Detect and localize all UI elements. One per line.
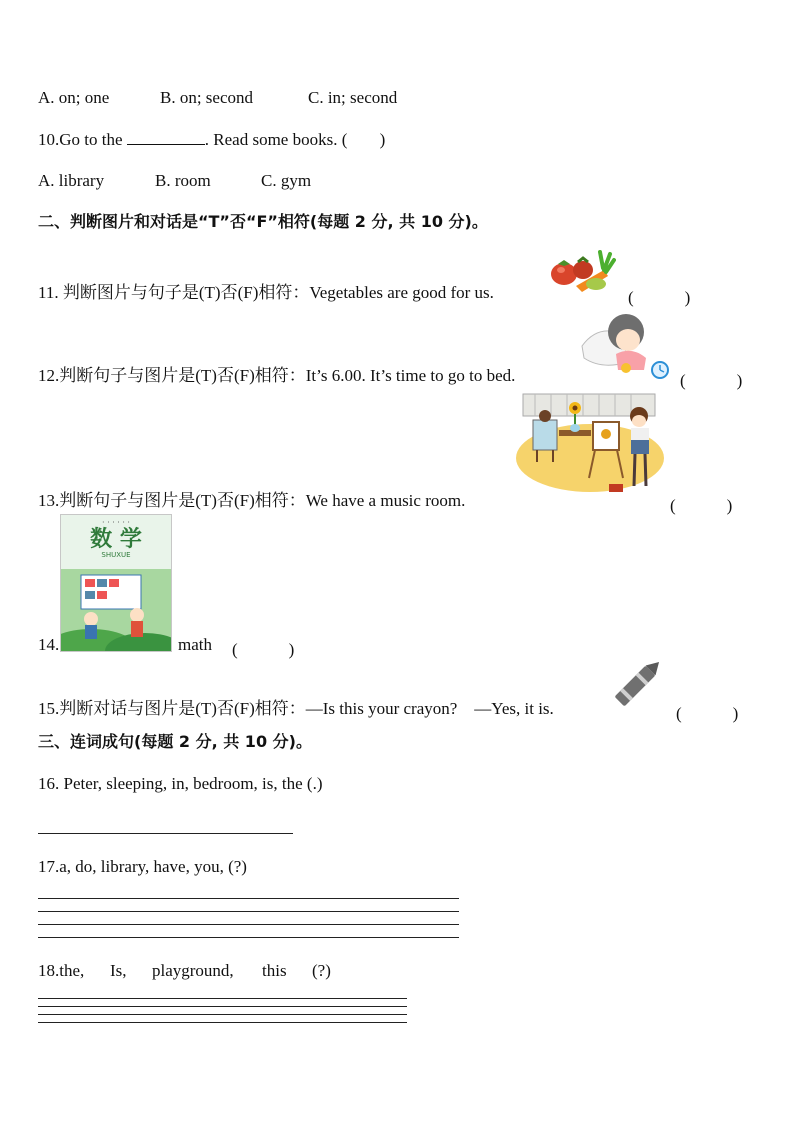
q18-word-4: this xyxy=(262,961,287,980)
sleeping-girl-picture xyxy=(578,306,670,382)
q11-answer-parens[interactable]: ( ) xyxy=(628,288,691,307)
question-14-word: math xyxy=(178,635,212,654)
q10-option-c: C. gym xyxy=(261,171,312,190)
crayon-picture xyxy=(606,656,664,716)
q15-answer-parens[interactable]: ( ) xyxy=(676,704,739,723)
section-2-heading: 二、判断图片和对话是“T”否“F”相符(每题 2 分, 共 10 分)。 xyxy=(38,212,488,231)
art-room-picture xyxy=(515,390,665,506)
q17-writing-line-2[interactable] xyxy=(38,911,459,912)
q18-word-5: (?) xyxy=(312,961,331,980)
question-12: 12.判断句子与图片是(T)否(F)相符：It’s 6.00. It’s time to go to bed. xyxy=(38,366,516,385)
q18-writing-line-3[interactable] xyxy=(38,1014,407,1015)
question-16: 16. Peter, sleeping, in, bedroom, is, the (.) xyxy=(38,774,323,793)
math-book-subtitle: SHUXUE xyxy=(101,551,131,559)
question-14-number: 14. xyxy=(38,635,60,654)
question-18 xyxy=(38,961,331,981)
q10-blank[interactable] xyxy=(127,130,205,145)
q18-word-1: 18.the, xyxy=(38,961,85,980)
q18-writing-line-4[interactable] xyxy=(38,1022,407,1023)
question-10 xyxy=(38,130,385,150)
q9-option-a: A. on; one xyxy=(38,88,110,107)
q10-prefix: 10.Go to the xyxy=(38,130,123,149)
q13-answer-parens[interactable]: ( ) xyxy=(670,496,733,515)
q16-answer-line[interactable] xyxy=(38,833,293,834)
q12-answer-parens[interactable]: ( ) xyxy=(680,371,743,390)
q17-writing-line-4[interactable] xyxy=(38,937,459,938)
q14-answer-parens[interactable]: ( ) xyxy=(232,640,295,659)
q9-option-b: B. on; second xyxy=(160,88,254,107)
q10-option-b: B. room xyxy=(155,171,211,190)
q9-option-c: C. in; second xyxy=(308,88,398,107)
question-17: 17.a, do, library, have, you, (?) xyxy=(38,857,247,876)
math-book-illustration xyxy=(61,569,171,651)
question-13: 13.判断句子与图片是(T)否(F)相符：We have a music room. xyxy=(38,491,466,510)
q18-word-3: playground, xyxy=(152,961,234,980)
q17-writing-line-3[interactable] xyxy=(38,924,459,925)
q18-word-2: Is, xyxy=(110,961,127,980)
vegetables-picture xyxy=(548,240,616,296)
question-11: 11. 判断图片与句子是(T)否(F)相符：Vegetables are good for us. xyxy=(38,283,494,302)
q17-writing-line-1[interactable] xyxy=(38,898,459,899)
question-15: 15.判断对话与图片是(T)否(F)相符：—Is this your crayon? —Yes, it is. xyxy=(38,699,554,718)
q18-writing-line-1[interactable] xyxy=(38,998,407,999)
q18-writing-line-2[interactable] xyxy=(38,1006,407,1007)
math-book-title: 数 学 xyxy=(90,526,142,552)
math-book-cover-top: · · · · · · 数 学 SHUXUE xyxy=(61,515,171,569)
q10-close: ) xyxy=(379,130,386,149)
section-3-heading: 三、连词成句(每题 2 分, 共 10 分)。 xyxy=(38,732,312,751)
q10-option-a: A. library xyxy=(38,171,105,190)
q10-suffix: . Read some books. ( xyxy=(204,130,348,149)
math-book-picture xyxy=(60,514,172,652)
